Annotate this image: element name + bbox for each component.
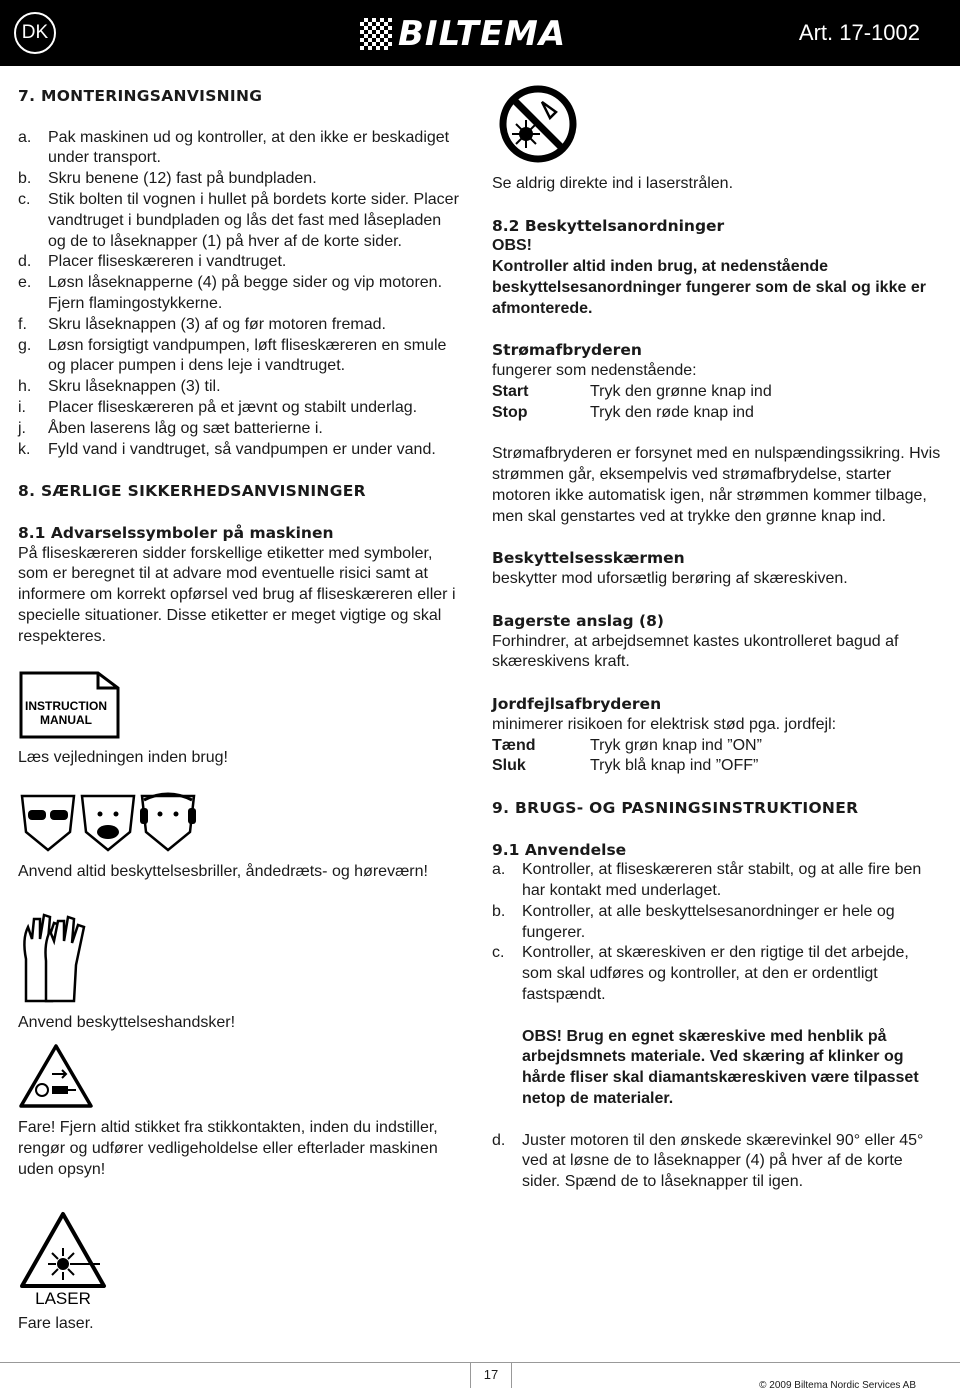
list-text: Skru låseknappen (3) af og før motoren fremad. [48,315,386,333]
list-item [18,440,463,461]
list-item [18,252,463,273]
brand-logo [360,14,566,54]
list-marker: h. [18,378,32,396]
list-text: Placer fliseskæreren på et jævnt og stabilt underlag. [48,398,418,416]
list-text: Pak maskinen ud og kontroller, at den ikke er beskadiget under transport. [48,128,450,167]
list-text: Placer fliseskæreren i vandtruget. [48,253,287,271]
list-item [18,273,463,315]
manual-text: Læs vejledningen inden brug! [18,748,228,766]
list-text: Kontroller, at alle beskyttelsesanordninger er hele og fungerer. [522,902,895,941]
language-badge: DK [14,12,56,54]
list-marker: k. [18,440,31,458]
copyright: © 2009 Biltema Nordic Services AB [759,1380,916,1391]
on-row: Tænd Tryk grøn knap ind ”ON” [492,736,762,754]
rcd-intro: minimerer risikoen for elektrisk stød pga. jordfejl: [492,715,837,733]
section-8-title: 8. SÆRLIGE SIKKERHEDSANVISNINGER [18,482,366,501]
list-item: d. Juster motoren til den ønskede skærevinkel 90° eller 45° ved at løsne de to låseknapper (4) på hver af de korte sider. Spænd de to låseknapper til igen. [492,1131,924,1191]
list-marker: a. [492,861,506,879]
list-item [18,398,463,419]
list-marker: g. [18,336,32,354]
list-item [18,128,463,170]
section-7-title: 7. MONTERINGSANVISNING [18,87,263,105]
obs-warning: OBS! Brug en egnet skæreskive med henblik på arbejdsmnets materiale. Ved skæring af klinker og hårde fliser skal diamantskæreskiven være tilpasset netop de materialer. [522,1027,919,1108]
obs-label: OBS! [492,237,532,255]
list-marker: b. [492,902,506,920]
start-row: Start Tryk den grønne knap ind [492,382,772,400]
checker-flag-icon [360,18,392,50]
list-text: Åben laserens låg og sæt batterierne i. [48,419,323,437]
manual-label-2: MANUAL [40,712,92,727]
breaker-intro: fungerer som nedenstående: [492,362,697,380]
assembly-list [18,128,463,461]
no-stare-laser-icon [498,84,942,164]
usage-list [492,860,942,1006]
article-number: Art. 17-1002 [798,20,920,45]
laser-text-right: Se aldrig direkte ind i laserstrålen. [492,175,734,192]
section-8-1-text: På fliseskæreren sidder forskellige etiketter med symboler, som er beregnet til at advare mod eventuelle risici samt at informere om korrekt opførsel ved brug af fliseskæreren eller i specielle situationer. Disse etiketter er meget vigtige og skal respekteres. [18,544,456,645]
list-text: Skru benene (12) fast på bundpladen. [48,170,317,188]
gloves-icon [18,909,463,1005]
section-8-1-title: 8.1 Advarselssymboler på maskinen [18,523,334,542]
off-row: Sluk Tryk blå knap ind ”OFF” [492,757,759,775]
right-column [492,86,942,1193]
list-text: Kontroller, at fliseskæreren står stabilt, og at alle fire ben har kontakt med underlaget. [522,861,922,900]
list-marker: d. [18,253,32,271]
gloves-text: Anvend beskyttelseshandsker! [18,1014,236,1032]
list-text: Løsn låseknapperne (4) på begge sider og vip motoren. Fjern flamingostykkerne. [48,274,443,312]
list-text: Kontroller, at skæreskiven er den rigtige til det arbejde, som skal udføres og kontroller, at den er ordentligt fastspændt. [522,944,909,1004]
obs-text: Kontroller altid inden brug, at nedenstående beskyttelsesanordninger fungerer som de skal og ikke er afmonterede. [492,258,926,317]
manual-icon [18,670,463,740]
list-marker: c. [492,944,505,962]
rcd-title: Jordfejlsafbryderen [492,694,662,713]
list-item [18,377,463,398]
unplug-warning-icon [18,1042,463,1110]
laser-text-left: Fare laser. [18,1315,94,1333]
page-number: 17 [470,1362,512,1388]
list-marker: c. [18,190,31,208]
shield-title: Beskyttelsesskærmen [492,549,685,568]
list-text: Løsn forsigtigt vandpumpen, løft fliseskæreren en smule og placer pumpen i dens leje i vandtruget. [48,336,447,375]
page-header [0,0,960,66]
list-text: Stik bolten til vognen i hullet på bordets korte sider. Placer vandtruget i bundpladen og lås det fast med låsepladen og de to låseknapper (1) på hver af de korte sider. [48,190,459,250]
list-item [492,943,942,1005]
list-item [18,190,463,252]
breaker-title: Strømafbryderen [492,341,642,360]
ppe-icon [18,792,463,854]
list-marker: f. [18,315,27,333]
ppe-text: Anvend altid beskyttelsesbriller, åndedræts- og høreværn! [18,863,428,881]
list-item [18,315,463,336]
manual-label-1: INSTRUCTION [25,698,107,713]
section-8-2-title: 8.2 Beskyttelsanordninger [492,216,725,235]
list-text: Fyld vand i vandtruget, så vandpumpen er under vand. [48,440,436,458]
list-item [492,860,942,902]
list-marker: a. [18,128,32,146]
section-9-1-title: 9.1 Anvendelse [492,840,627,859]
list-item [18,419,463,440]
left-column [18,86,463,1335]
rear-stop-text: Forhindrer, at arbejdsemnet kastes ukontrolleret bagud af skæreskivens kraft. [492,632,899,671]
list-marker: i. [18,398,26,416]
breaker-text: Strømafbryderen er forsynet med en nulspændingssikring. Hvis strømmen går, eksempelvis ved strømafbrydelse, starter motoren ikke automatisk igen, når strømmen kommer tilbage, men skal genstartes ved at trykke den grønne knap ind. [492,445,941,525]
list-item [492,902,942,944]
section-9-title: 9. BRUGS- OG PASNINGSINSTRUKTIONER [492,798,859,817]
shield-text: beskytter mod uforsætlig berøring af skæreskiven. [492,570,848,588]
stop-row: Stop Tryk den røde knap ind [492,403,754,421]
list-item [18,169,463,190]
list-marker: b. [18,170,32,188]
laser-label: LASER [35,1289,91,1307]
list-marker: j. [18,419,26,437]
list-text: Skru låseknappen (3) til. [48,378,221,396]
list-item [18,336,463,378]
rear-stop-title: Bagerste anslag (8) [492,611,665,630]
laser-warning-icon [18,1210,463,1306]
brand-name: BILTEMA [398,14,567,54]
list-marker: e. [18,274,32,292]
unplug-text: Fare! Fjern altid stikket fra stikkontakten, inden du indstiller, rengør og udfører vedligeholdelse eller efterlader maskinen uden opsyn! [18,1118,438,1178]
